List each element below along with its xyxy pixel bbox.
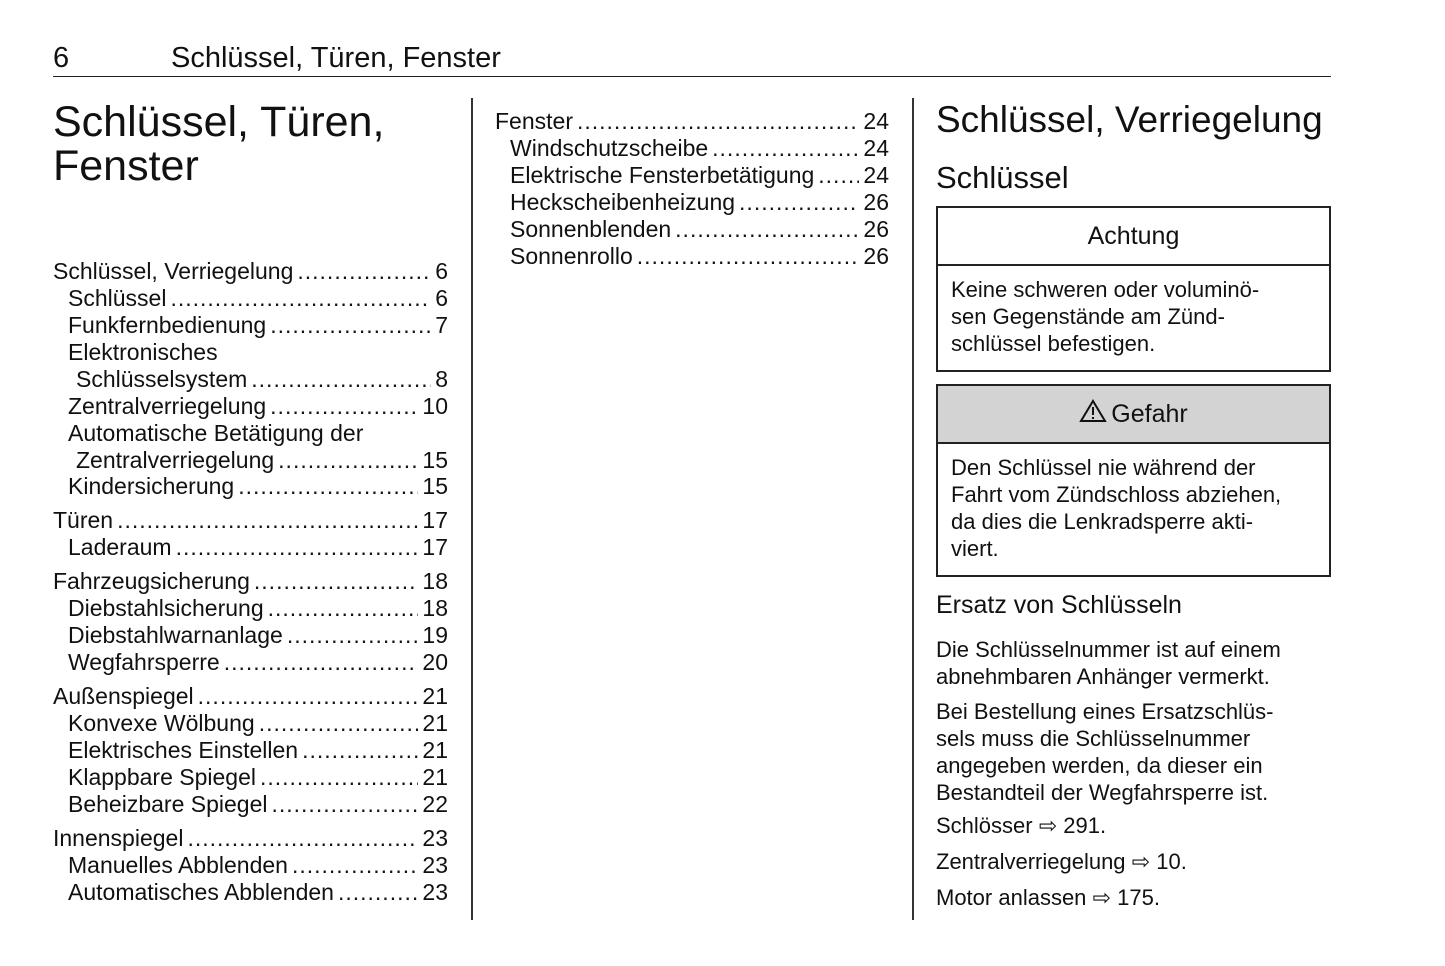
- toc-entry[interactable]: Funkfernbedienung ..... 7: [68, 312, 448, 339]
- toc-entry[interactable]: Automatisches Abblenden ..... 23: [68, 879, 448, 906]
- danger-header: [938, 386, 1329, 444]
- caution-label: Achtung: [1087, 221, 1180, 250]
- toc-entry[interactable]: Schlüssel, Verriegelung ..... 6: [53, 258, 448, 285]
- toc-entry[interactable]: Klappbare Spiegel ..... 21: [68, 764, 448, 791]
- toc-entry[interactable]: Schlüssel ..... 6: [68, 285, 448, 312]
- chapter-title-line1: Schlüssel, Türen,: [53, 98, 385, 146]
- page-header: [53, 42, 1331, 77]
- reference-arrow-icon: ⇨: [1038, 813, 1058, 838]
- column-divider-2: [912, 98, 914, 920]
- toc-entry[interactable]: Elektrisches Einstellen ..... 21: [68, 737, 448, 764]
- toc-entry[interactable]: Windschutzscheibe ..... 24: [510, 135, 889, 162]
- toc-entry[interactable]: Laderaum ..... 17: [68, 534, 448, 561]
- paragraph-key-number: Die Schlüsselnummer ist auf einem abnehmbaren Anhänger vermerkt.: [936, 637, 1281, 689]
- toc-entry[interactable]: Fahrzeugsicherung ..... 18: [53, 568, 448, 595]
- page-number: 6: [53, 42, 70, 74]
- toc-entry[interactable]: Heckscheibenheizung ..... 26: [510, 189, 889, 216]
- cross-reference[interactable]: Schlösser ⇨ 291.: [936, 813, 1107, 838]
- running-title: Schlüssel, Türen, Fenster: [171, 42, 501, 74]
- chapter-title: [53, 100, 453, 188]
- subsection-title: Schlüssel: [936, 160, 1069, 195]
- toc-entry[interactable]: Kindersicherung ..... 15: [68, 473, 448, 500]
- toc-entry[interactable]: Türen ..... 17: [53, 507, 448, 534]
- caution-header: [938, 208, 1329, 266]
- toc-entry[interactable]: Konvexe Wölbung ..... 21: [68, 710, 448, 737]
- caution-box: [936, 206, 1331, 372]
- toc-entry[interactable]: Sonnenrollo ..... 26: [510, 243, 889, 270]
- toc-entry[interactable]: Manuelles Abblenden ..... 23: [68, 852, 448, 879]
- toc-entry[interactable]: Zentralverriegelung ..... 15: [76, 447, 448, 474]
- cross-reference[interactable]: Zentralverriegelung ⇨ 10.: [936, 849, 1187, 874]
- cross-reference[interactable]: Motor anlassen ⇨ 175.: [936, 885, 1160, 910]
- toc-entry[interactable]: Zentralverriegelung ..... 10: [68, 393, 448, 420]
- section-title: Schlüssel, Verriegelung: [936, 99, 1323, 140]
- danger-box: [936, 384, 1331, 577]
- danger-text: Den Schlüssel nie während der Fahrt vom Zündschloss abziehen, da dies die Lenkradsperre akti- viert.: [951, 455, 1282, 561]
- warning-triangle-icon: [1079, 399, 1107, 430]
- toc-entry[interactable]: Elektrische Fensterbetätigung ..... 24: [510, 162, 889, 189]
- toc-entry[interactable]: Diebstahlwarnanlage ..... 19: [68, 622, 448, 649]
- toc-entry-label[interactable]: Automatische Betätigung der: [68, 420, 364, 446]
- toc-entry[interactable]: Sonnenblenden ..... 26: [510, 216, 889, 243]
- toc-entry[interactable]: Beheizbare Spiegel ..... 22: [68, 791, 448, 818]
- toc-entry[interactable]: Wegfahrsperre ..... 20: [68, 649, 448, 676]
- toc-entry[interactable]: Schlüsselsystem ..... 8: [76, 366, 448, 393]
- toc-entry[interactable]: Diebstahlsicherung ..... 18: [68, 595, 448, 622]
- danger-label: Gefahr: [1111, 399, 1188, 428]
- reference-arrow-icon: ⇨: [1092, 885, 1111, 910]
- toc-entry-label[interactable]: Elektronisches: [68, 339, 218, 365]
- toc-entry[interactable]: Innenspiegel ..... 23: [53, 825, 448, 852]
- toc-entry[interactable]: Fenster ..... 24: [495, 108, 889, 135]
- reference-arrow-icon: ⇨: [1131, 849, 1151, 874]
- replacement-heading: Ersatz von Schlüsseln: [936, 591, 1182, 619]
- toc-entry[interactable]: Außenspiegel ..... 21: [53, 683, 448, 710]
- caution-text: Keine schweren oder voluminö- sen Gegenstände am Zünd- schlüssel befestigen.: [951, 277, 1260, 356]
- paragraph-ordering: Bei Bestellung eines Ersatzschlüs- sels muss die Schlüsselnummer angegeben werden, da dieser ein Bestandteil der Wegfahrsperre ist.: [936, 699, 1274, 805]
- column-divider-1: [471, 98, 473, 920]
- chapter-title-line2: Fenster: [53, 142, 199, 190]
